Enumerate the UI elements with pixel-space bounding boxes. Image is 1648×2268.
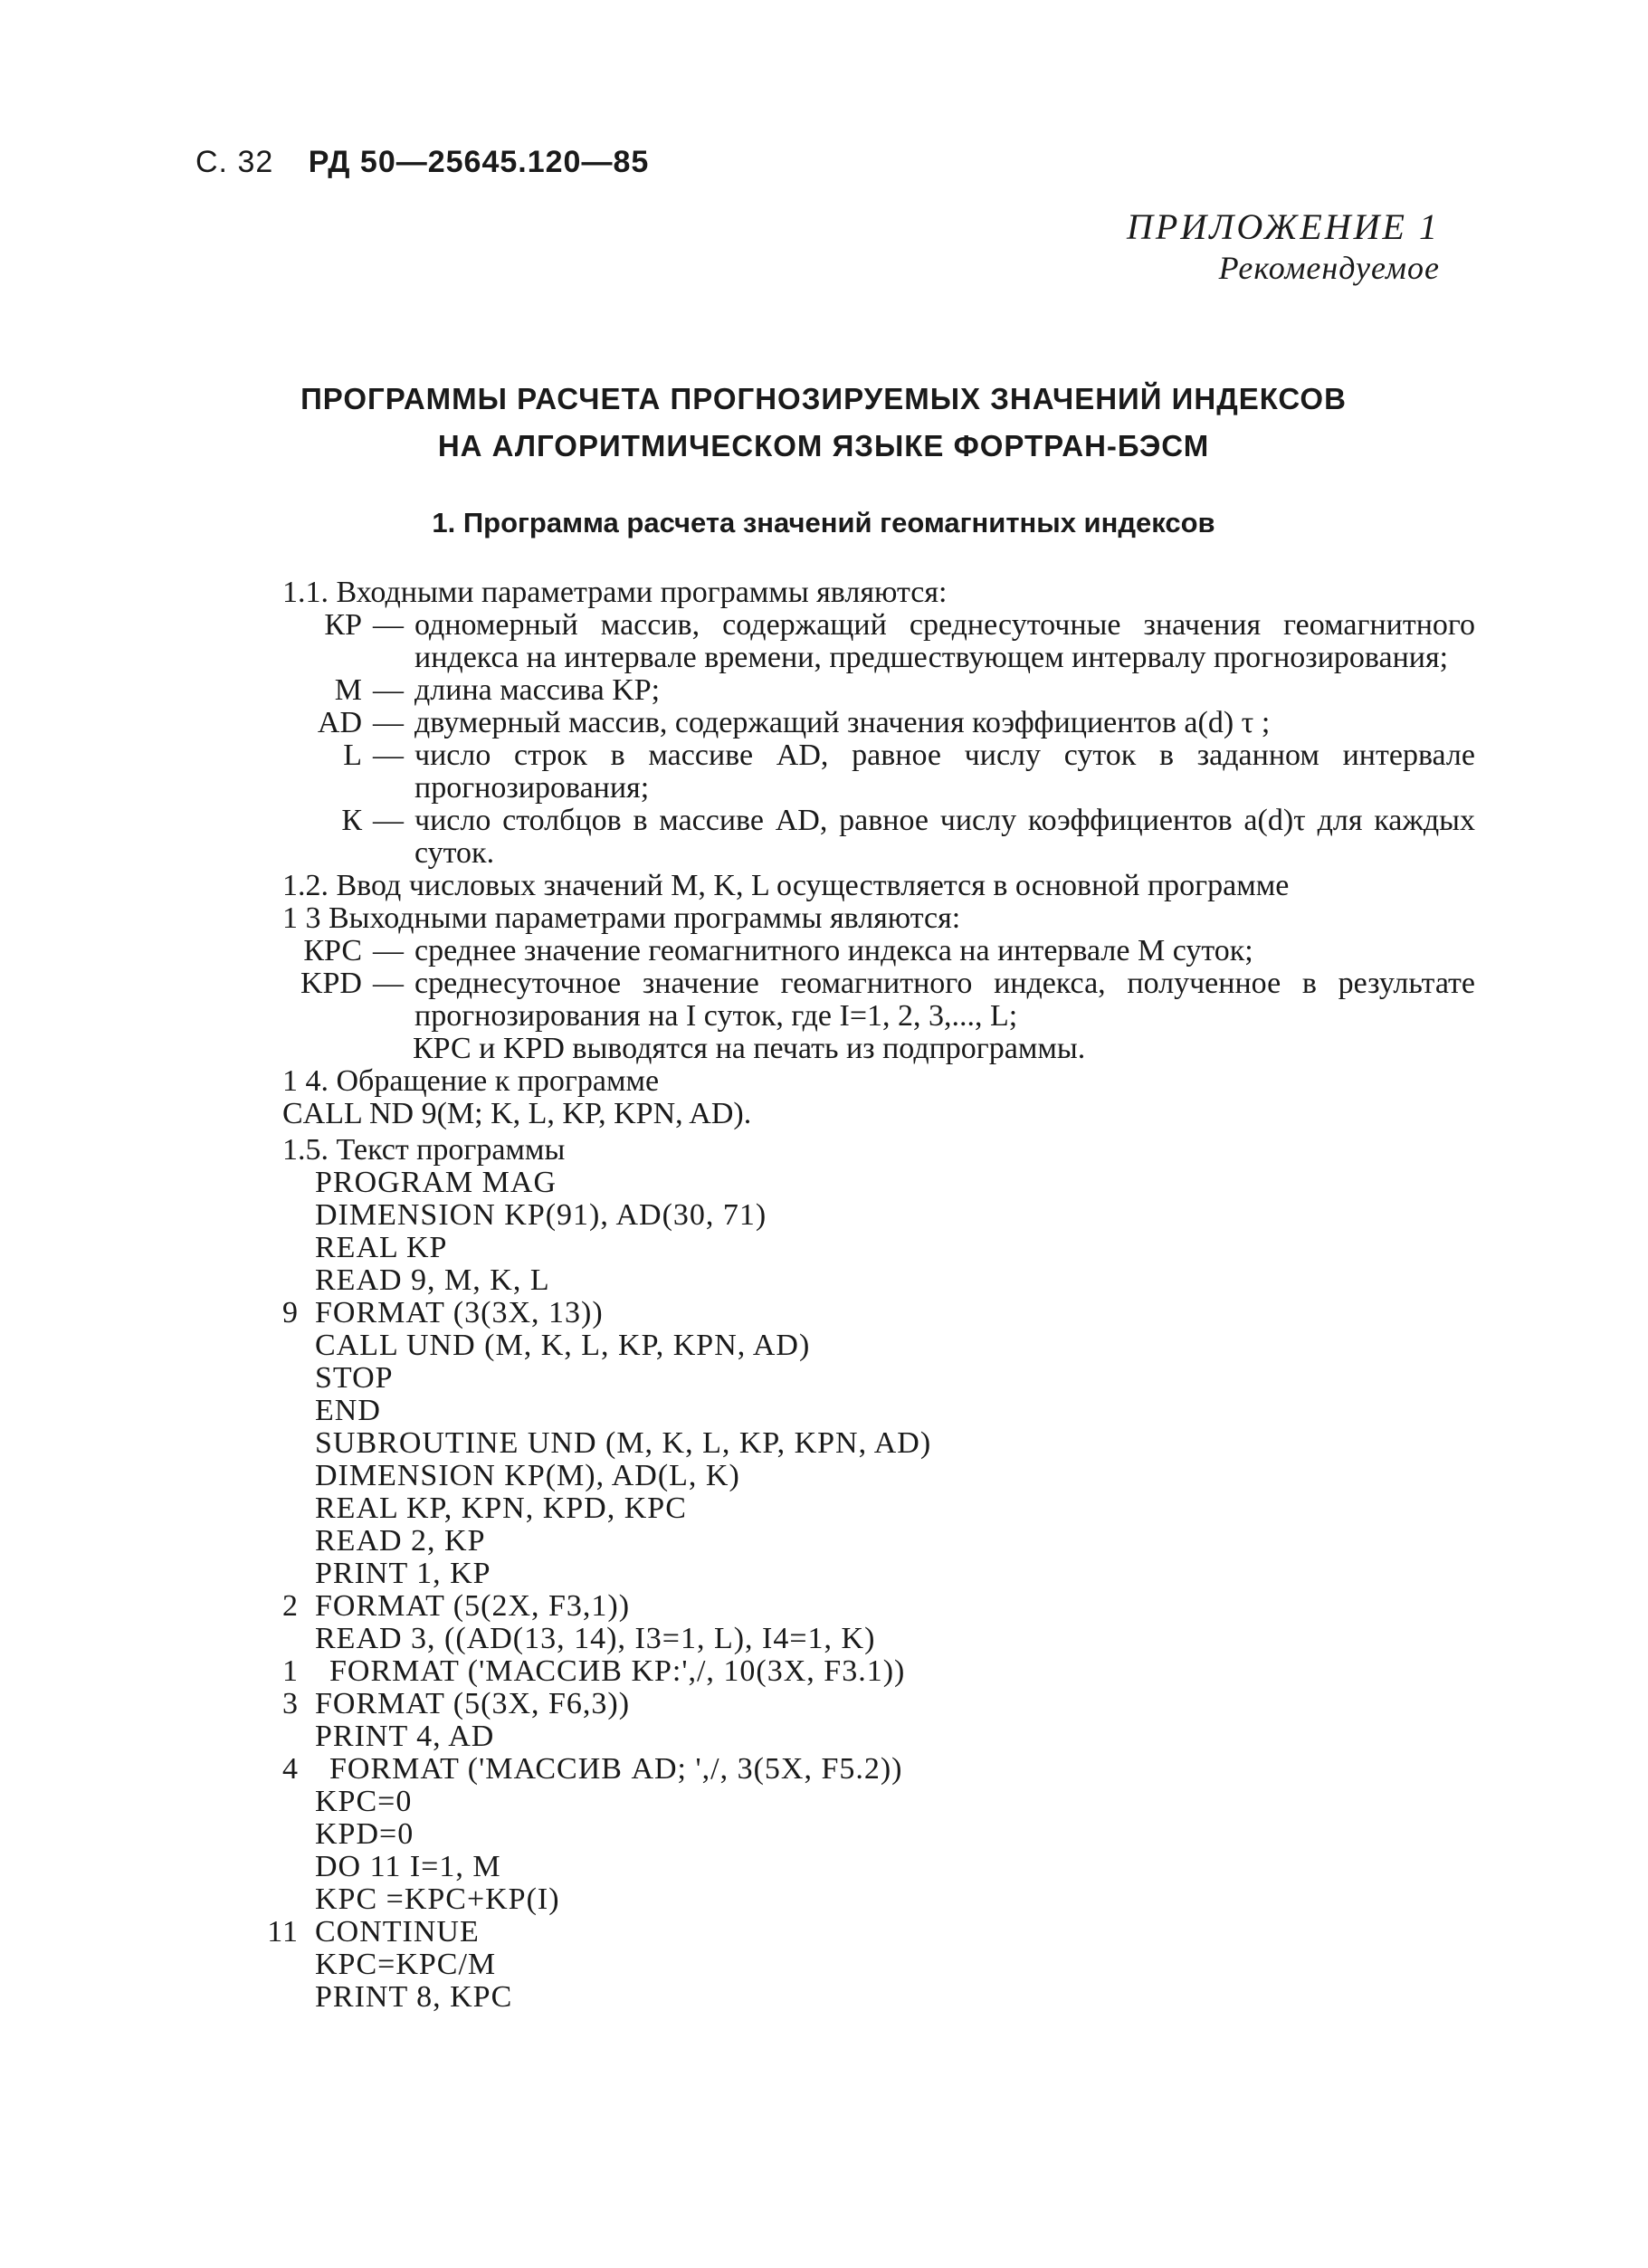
definition-dash: — [373,934,404,967]
statement-text: KPC =KPC+KP(I) [315,1882,560,1916]
code-line [226,1623,1475,1655]
statement-label [226,1264,315,1297]
definition-term: L [343,739,362,772]
statement-label [226,1720,315,1753]
statement-label [226,1167,315,1199]
statement-text: REAL KP [315,1231,448,1264]
statement-label [226,1851,315,1883]
definition-text: одномерный массив, содержащий среднесуточные значения геомагнитного индекса на интервале времени, предшествующем интервалу прогнозирования; [414,608,1475,674]
definition-dash: — [373,967,404,1000]
statement-label [226,1232,315,1264]
statement-label [226,1395,315,1427]
code-line [226,1558,1475,1590]
call-heading: 1 4. Обращение к программе [282,1064,660,1098]
code-line [226,1199,1475,1232]
code-line [226,1883,1475,1916]
statement-text: KPC=KPC/M [315,1948,497,1981]
statement-label [226,1949,315,1981]
statement-text: PROGRAM MAG [315,1166,557,1199]
code-line [226,1329,1475,1362]
definition-dash: — [373,739,404,772]
outputs-heading: 1 3 Выходными параметрами программы являются: [282,901,961,935]
statement-label [226,1460,315,1492]
statement-label: 2 [282,1589,299,1623]
statement-label: 3 [282,1687,299,1720]
code-line [226,1688,1475,1720]
definition-dash: — [373,608,404,642]
statement-text: END [315,1394,381,1427]
statement-label [226,1427,315,1460]
definition-item [226,609,1475,674]
code-line [226,1590,1475,1623]
code-line [226,1851,1475,1883]
statement-text: FORMAT (5(2X, F3,1)) [315,1589,631,1623]
statement-text: CALL UND (M, K, L, KP, KPN, AD) [315,1329,811,1362]
statement-label [226,1525,315,1558]
code-line [226,1264,1475,1297]
definition-item [226,805,1475,870]
statement-text: FORMAT ('МАССИВ AD; ',/, 3(5X, F5.2)) [329,1752,903,1786]
statement-label: 9 [282,1296,299,1329]
code-line [226,1492,1475,1525]
code-line [226,1786,1475,1818]
statement-label [226,1362,315,1395]
document-code: РД 50—25645.120—85 [308,145,650,179]
definition-term: AD [317,706,362,739]
definition-term: M [334,673,362,707]
code-line [226,1297,1475,1329]
definition-item [226,739,1475,805]
definition-term: КР [324,608,362,642]
main-title-line-2: НА АЛГОРИТМИЧЕСКОМ ЯЗЫКЕ ФОРТРАН-БЭСМ [437,429,1210,462]
code-line [226,1167,1475,1199]
statement-text: KPC=0 [315,1785,413,1818]
definition-text: длина массива KP; [414,673,661,707]
code-line [226,1427,1475,1460]
document-body [226,577,1475,2014]
code-line [226,1818,1475,1851]
statement-text: KPD=0 [315,1817,414,1851]
code-line [226,1720,1475,1753]
statement-text: DIMENSION KP(M), AD(L, K) [315,1459,740,1492]
statement-label: 4 [282,1752,299,1786]
statement-text: DIMENSION KP(91), AD(30, 71) [315,1198,767,1232]
definition-text: среднесуточное значение геомагнитного индекса, полученное в результате прогнозирования на I суток, где I=1, 2, 3,..., L; [414,967,1475,1033]
code-line [226,1232,1475,1264]
inputs-heading: 1.1. Входными параметрами программы являются: [282,576,948,609]
statement-label [226,1199,315,1232]
definition-item [226,935,1475,967]
statement-text: FORMAT (3(3X, 13)) [315,1296,604,1329]
statement-text: DO 11 I=1, M [315,1850,501,1883]
statement-label [226,1492,315,1525]
statement-label: 1 [282,1654,299,1688]
appendix-label [1127,206,1440,288]
code-line [226,1655,1475,1688]
appendix-status: Рекомендуемое [1218,250,1440,286]
statement-text: PRINT 1, KP [315,1557,491,1590]
code-line [226,1395,1475,1427]
definition-item [226,967,1475,1033]
definition-dash: — [373,706,404,739]
code-line [226,1949,1475,1981]
statement-text: READ 2, KP [315,1524,486,1558]
main-title [271,376,1376,470]
statement-text: FORMAT ('МАССИВ KP:',/, 10(3X, F3.1)) [329,1654,906,1688]
outputs-note: КРС и KPD выводятся на печать из подпрограммы. [413,1032,1086,1065]
code-line [226,1916,1475,1949]
definition-item [226,707,1475,739]
code-line [226,1753,1475,1786]
definition-text: среднее значение геомагнитного индекса на интервале M суток; [414,934,1253,967]
statement-text: FORMAT (5(3X, F6,3)) [315,1687,631,1720]
definition-text: число столбцов в массиве AD, равное числу коэффициентов a(d)τ для каждых суток. [414,804,1475,870]
statement-label [226,1558,315,1590]
definition-dash: — [373,804,404,837]
statement-label [226,1981,315,2014]
main-title-line-1: ПРОГРАММЫ РАСЧЕТА ПРОГНОЗИРУЕМЫХ ЗНАЧЕНИЙ ИНДЕКСОВ [300,382,1347,415]
statement-label [226,1786,315,1818]
definition-term: К [341,804,362,837]
code-line [226,1525,1475,1558]
statement-label [226,1818,315,1851]
definition-term: KPD [300,967,362,1000]
definition-text: число строк в массиве AD, равное числу суток в заданном интервале прогнозирования; [414,739,1475,805]
page-number: С. 32 [195,145,274,179]
statement-text: CONTINUE [315,1915,480,1949]
page-header [195,145,649,180]
statement-text: REAL KP, KPN, KPD, KPC [315,1491,687,1525]
statement-text: SUBROUTINE UND (M, K, L, KP, KPN, AD) [315,1426,932,1460]
section-title: 1. Программа расчета значений геомагнитных индексов [432,507,1215,538]
statement-text: STOP [315,1361,394,1395]
statement-label: 11 [267,1915,299,1949]
definition-dash: — [373,673,404,707]
input-note: 1.2. Ввод числовых значений M, K, L осуществляется в основной программе [282,869,1290,902]
code-line [226,1362,1475,1395]
statement-text: PRINT 8, KPC [315,1980,513,2014]
listing-heading: 1.5. Текст программы [282,1133,566,1167]
code-line [226,1460,1475,1492]
statement-label [226,1883,315,1916]
statement-label [226,1329,315,1362]
definition-term: КРС [303,934,362,967]
program-listing [226,1167,1475,2014]
statement-label [226,1623,315,1655]
statement-text: READ 3, ((AD(13, 14), I3=1, L), I4=1, K) [315,1622,876,1655]
call-statement: CALL ND 9(M; K, L, KP, KPN, AD). [282,1097,752,1130]
code-line [226,1981,1475,2014]
appendix-title: ПРИЛОЖЕНИЕ 1 [1127,206,1440,247]
statement-text: PRINT 4, AD [315,1720,495,1753]
definition-item [226,674,1475,707]
definition-text: двумерный массив, содержащий значения коэффициентов a(d) τ ; [414,706,1271,739]
statement-text: READ 9, M, K, L [315,1263,550,1297]
